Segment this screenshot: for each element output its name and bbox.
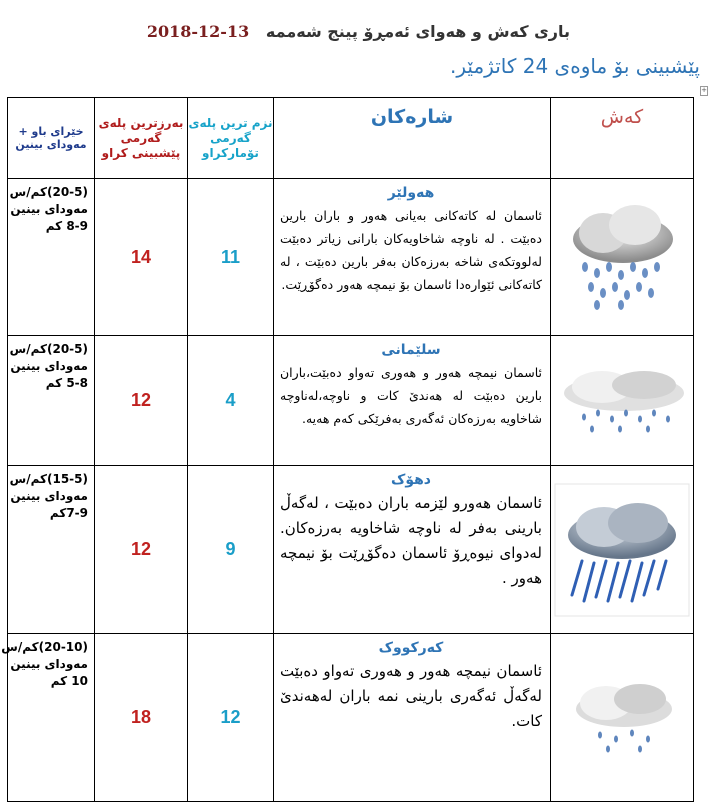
header-max-temp: بەرزترین پلەی گەرمی پێشبینی کراو (95, 98, 188, 179)
visibility-value: 5-8 کم (45, 376, 88, 390)
title-text: باری کەش و هەوای ئەمڕۆ پینج شەممە (265, 22, 570, 41)
wind-cell (8, 179, 95, 336)
downpour-cloud-icon (554, 483, 690, 617)
forecast-table (1, 97, 694, 802)
min-temp: 12 (188, 634, 274, 802)
wind-cell (8, 466, 95, 634)
weather-icon-cell (551, 466, 694, 634)
city-name: هەولێر (387, 185, 435, 201)
visibility-label: مەودای بینین (10, 489, 88, 503)
visibility-label: مەودای بینین (10, 657, 88, 671)
visibility-value: 8-9 کم (45, 219, 88, 233)
date-text: 2018-12-13 (146, 22, 250, 41)
drizzle-cloud-icon (566, 679, 678, 757)
weather-icon-cell (551, 336, 694, 466)
forecast-description: ئاسمان لە کاتەکانی بەیانی هەور و باران بارین دەبێت . لە ناوچە شاخاویەکان بارانی زیاتر دەبێت لەلووتکەی شاخە بەرزەکان بەفر بارین دەبێت ، لە کاتەکانی ئێوارەدا ئاسمان بۆ نیمچە هەور دەگۆڕێت. (280, 208, 542, 292)
forecast-description: ئاسمان هەورو لێزمە باران دەبێت ، لەگەڵ بارینی بەفر لە ناوچە شاخاویە بەرزەکان. لەدوای نیوەڕۆ ئاسمان دەگۆڕێت بۆ نیمچە هەور . (280, 494, 542, 587)
page-title (146, 22, 570, 44)
weather-icon-cell (551, 179, 694, 336)
page-subtitle: پێشبینی بۆ ماوەی 24 کاتژمێر. (450, 54, 700, 78)
visibility-label: مەودای بینین (10, 359, 88, 373)
wind-speed: (20-5)کم/س (9, 185, 88, 199)
city-cell (274, 466, 551, 634)
header-min-temp: نزم ترین پلەی گەرمی تۆمارکراو (188, 98, 274, 179)
wind-cell (8, 336, 95, 466)
heavy-rain-cloud-icon (563, 201, 681, 313)
wind-speed: (20-5)کم/س (9, 342, 88, 356)
header-wind: خێرای باو + مەودای بینین (8, 98, 95, 179)
weather-icon-cell (551, 634, 694, 802)
light-rain-cloud-icon (554, 365, 690, 437)
visibility-value: 7-9کم (49, 506, 88, 520)
header-row (8, 98, 694, 179)
min-temp: 11 (188, 179, 274, 336)
city-cell (274, 179, 551, 336)
city-name: سلێمانی (381, 342, 441, 358)
city-name: دهۆک (390, 472, 431, 488)
visibility-value: 10 کم (50, 674, 88, 688)
min-temp: 9 (188, 466, 274, 634)
wind-cell (1, 634, 95, 802)
max-temp: 12 (95, 336, 188, 466)
max-temp: 14 (95, 179, 188, 336)
city-cell (274, 634, 551, 802)
max-temp: 12 (95, 466, 188, 634)
table-row (8, 179, 694, 336)
wind-speed: (20-10)کم/س (1, 640, 88, 654)
wind-speed: (15-5)کم/س (9, 472, 88, 486)
table-row (8, 466, 694, 634)
table-row (8, 634, 694, 802)
max-temp: 18 (95, 634, 188, 802)
forecast-description: ئاسمان نیمچە هەور و هەوری تەواو دەبێت لەگەڵ ئەگەری بارینی نمە باران لەهەندێ کات. (280, 662, 542, 730)
header-city: شارەکان (274, 98, 551, 179)
table-move-handle-icon[interactable]: + (701, 86, 707, 94)
table-row (8, 336, 694, 466)
header-weather: کەش (551, 98, 694, 179)
visibility-label: مەودای بینین (10, 202, 88, 216)
city-cell (274, 336, 551, 466)
city-name: کەرکووک (378, 640, 444, 656)
forecast-description: ئاسمان نیمچە هەور و هەوری تەواو دەبێت،باران بارین دەبێت لە هەندێ کات و ناوچە،لەناوچە شاخاویە بەرزەکان ئەگەری بەفرێکی کەم هەیە. (280, 365, 542, 426)
min-temp: 4 (188, 336, 274, 466)
